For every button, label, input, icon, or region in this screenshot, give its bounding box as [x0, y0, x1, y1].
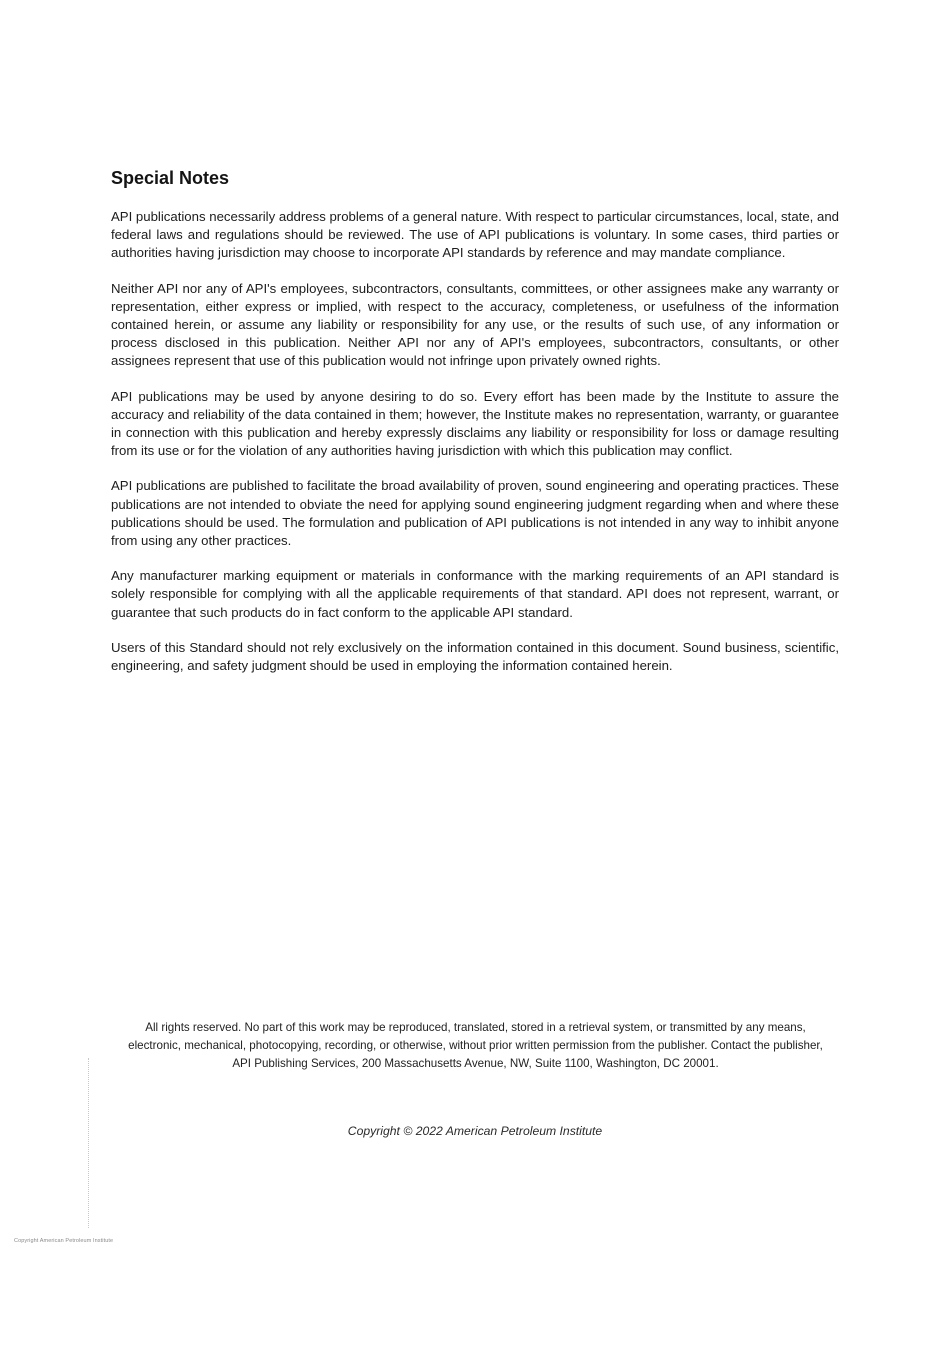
paragraph-users-of-standard: Users of this Standard should not rely exclusively on the information contained in this document. Sound business, scientific, engineering, and safety judgment should be used in employing the information contained herein. — [111, 639, 839, 674]
footer-watermark: Copyright American Petroleum Institute — [14, 1238, 114, 1244]
margin-watermark — [88, 1058, 95, 1228]
special-notes-body — [111, 208, 839, 692]
rights-notice: All rights reserved. No part of this work may be reproduced, translated, stored in a retrieval system, or transmitted by any means, electronic, mechanical, photocopying, recording, or otherwise, without prior written permission from the publisher. Contact the publisher, API Publishing Services, 200 Massachusetts Avenue, NW, Suite 1100, Washington, DC 20001. — [128, 1021, 823, 1070]
paragraph-manufacturer-marking: Any manufacturer marking equipment or materials in conformance with the marking requirements of an API standard is solely responsible for complying with all the applicable requirements of that standard. API does not represent, warrant, or guarantee that such products do in fact conform to the applicable API standard. — [111, 568, 839, 620]
paragraph-no-warranty: Neither API nor any of API's employees, subcontractors, consultants, committees, or other assignees make any warranty or representation, either express or implied, with respect to the accuracy, completeness, or usefulness of the information contained herein, or assume any liability or responsibility for any use, or the results of such use, of any information or process disclosed in this publication. Neither API nor any of API's employees, subcontractors, consultants, or other assignees represent that use of this publication would not infringe upon privately owned rights. — [111, 280, 839, 369]
paragraph-general-nature: API publications necessarily address problems of a general nature. With respect to particular circumstances, local, state, and federal laws and regulations should be reviewed. The use of API publications is voluntary. In some cases, third parties or authorities having jurisdiction may choose to incorporate API standards by reference and may mandate compliance. — [111, 209, 839, 261]
paragraph-use-by-anyone: API publications may be used by anyone desiring to do so. Every effort has been made by the Institute to assure the accuracy and reliability of the data contained in them; however, the Institute makes no representation, warranty, or guarantee in connection with this publication and hereby expressly disclaims any liability or responsibility for loss or damage resulting from its use or for the violation of any authorities having jurisdiction with which this publication may conflict. — [111, 388, 839, 459]
copyright-line: Copyright © 2022 American Petroleum Institute — [347, 1124, 603, 1138]
page-title: Special Notes — [111, 168, 230, 188]
paragraph-engineering-practices: API publications are published to facilitate the broad availability of proven, sound engineering and operating practices. These publications are not intended to obviate the need for applying sound engineering judgment regarding when and where these publications should be used. The formulation and publication of API publications is not intended in any way to inhibit anyone from using any other practices. — [111, 478, 839, 549]
